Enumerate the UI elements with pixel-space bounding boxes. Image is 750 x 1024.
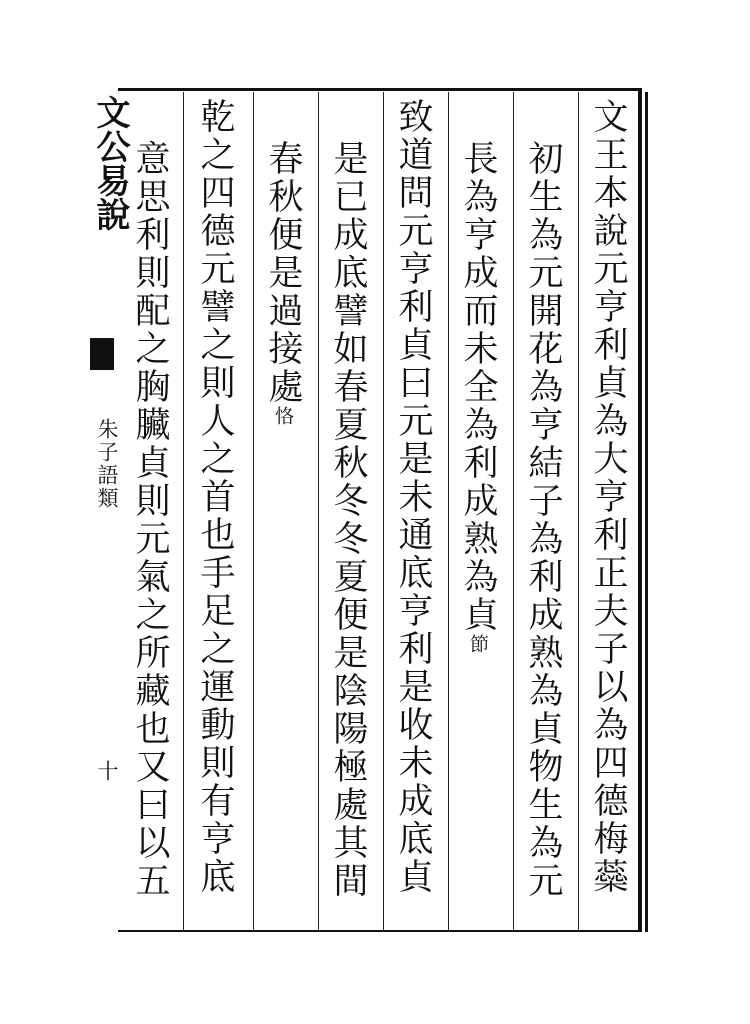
column-text: 乾之四德元譬之則人之首也手足之運動則有亨底 — [195, 98, 235, 896]
column-rule — [253, 92, 254, 930]
annotation-note: 恪 — [272, 406, 294, 425]
column-rule — [513, 92, 514, 930]
column-text: 長為亨成而未全為利成熟為貞 — [458, 140, 498, 634]
margin-book-title: 朱子語類 — [95, 418, 119, 510]
text-column-7 — [193, 98, 237, 896]
column-text: 是已成底譬如春夏秋冬冬夏便是陰陽極處其間 — [328, 140, 368, 900]
annotation-note: 節 — [467, 634, 489, 653]
text-column-2 — [521, 140, 565, 900]
column-text: 春秋便是過接處 — [263, 140, 303, 406]
text-column-3 — [456, 140, 500, 653]
column-rule — [383, 92, 384, 930]
column-rule — [183, 92, 184, 930]
text-column-1 — [586, 98, 630, 896]
column-rule — [318, 92, 319, 930]
margin-page-number: 十 — [95, 760, 119, 781]
column-text: 致道問元亨利貞曰元是未通底亨利是收未成底貞 — [393, 98, 433, 896]
column-text: 初生為元開花為亨結子為利成熟為貞物生為元 — [523, 140, 563, 900]
text-column-6 — [261, 140, 305, 425]
text-column-5 — [326, 140, 370, 900]
text-column-8 — [128, 140, 172, 900]
margin-title: 文公易說 — [90, 95, 130, 231]
text-column-4 — [391, 98, 435, 896]
fishtail-mark — [90, 338, 114, 370]
frame-outer-rule — [645, 92, 648, 932]
column-text: 意思利則配之胸臟貞則元氣之所藏也又曰以五 — [130, 140, 170, 900]
column-rule — [448, 92, 449, 930]
column-text: 文王本說元亨利貞為大亨利正夫子以為四德梅蘂 — [588, 98, 628, 896]
column-rule — [578, 92, 579, 930]
